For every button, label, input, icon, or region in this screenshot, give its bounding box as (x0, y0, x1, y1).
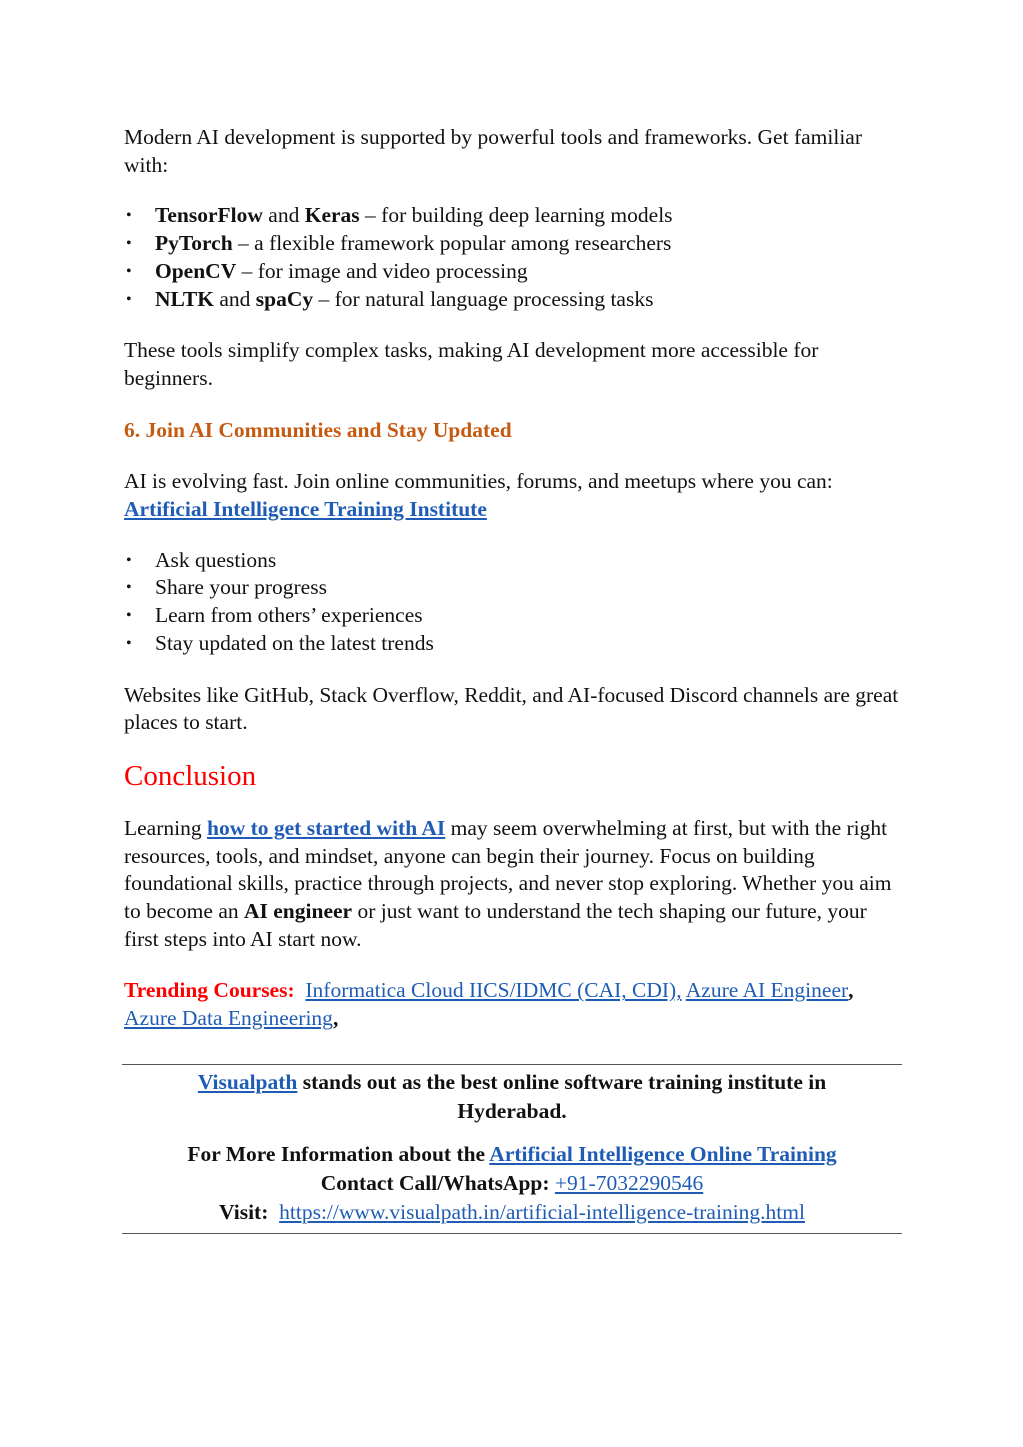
tool-name: Keras (304, 203, 360, 228)
section-heading: 6. Join AI Communities and Stay Updated (124, 417, 512, 442)
tools-list (124, 202, 904, 313)
list-item: • Learn from others’ experiences (124, 602, 904, 630)
footer-contact (122, 1169, 902, 1198)
online-training-link[interactable]: Artificial Intelligence Online Training (489, 1142, 837, 1166)
tool-description: – a flexible framework popular among researchers (232, 231, 672, 256)
list-item (124, 202, 904, 230)
tagline-text: stands out as the best online software training institute in Hyderabad. (297, 1070, 827, 1123)
list-item (124, 286, 904, 314)
contact-footer (122, 1064, 902, 1234)
conclusion-text: may seem overwhelming at first, but with the right resources, tools, and mindset, anyone can begin their journey. Focus on building foundational skills, practice through projects, and never stop exploring. Whether you aim to become an (124, 815, 892, 924)
tools-summary: These tools simplify complex tasks, making AI development more accessible for beginners. (124, 338, 819, 390)
visualpath-link[interactable]: Visualpath (197, 1070, 298, 1094)
community-text: AI is evolving fast. Join online communities, forums, and meetups where you can: (124, 469, 833, 494)
course-link-azure-data[interactable]: Azure Data Engineering (124, 1006, 333, 1031)
trending-courses (124, 977, 904, 1032)
joiner-text: and (262, 203, 305, 228)
tool-description: – for image and video processing (236, 258, 528, 283)
tool-name: spaCy (255, 286, 314, 311)
list-item: • Share your progress (124, 574, 904, 602)
joiner-text: and (213, 286, 256, 311)
trending-label: Trending Courses: (124, 978, 295, 1003)
course-link-informatica[interactable]: Informatica Cloud IICS/IDMC (CAI, CDI), (305, 978, 682, 1003)
get-started-link[interactable]: how to get started with AI (206, 815, 446, 840)
community-paragraph (124, 468, 904, 523)
list-item (124, 258, 904, 286)
ai-engineer-bold: AI engineer (244, 899, 353, 924)
community-list (124, 547, 904, 658)
footer-tagline (122, 1068, 902, 1126)
separator: , (848, 978, 854, 1003)
footer-info (122, 1140, 902, 1169)
contact-label: Contact Call/WhatsApp: (320, 1171, 555, 1195)
separator: , (332, 1006, 339, 1031)
website-url-link[interactable]: https://www.visualpath.in/artificial-intelligence-training.html (279, 1200, 805, 1224)
list-item (124, 230, 904, 258)
course-link-azure-ai[interactable]: Azure AI Engineer (685, 978, 849, 1003)
training-institute-link[interactable]: Artificial Intelligence Training Institute (124, 497, 487, 522)
tool-name: OpenCV (155, 258, 237, 283)
tool-name: TensorFlow (155, 203, 263, 228)
conclusion-text: or just want to understand the tech shaping our future, your first steps into AI start now. (124, 899, 867, 951)
footer-visit (122, 1198, 902, 1227)
list-item: • Stay updated on the latest trends (124, 630, 904, 658)
conclusion-paragraph (124, 815, 904, 954)
document-body (124, 124, 904, 1033)
conclusion-text: Learning (124, 815, 207, 840)
list-item: • Ask questions (124, 547, 904, 575)
websites-paragraph: Websites like GitHub, Stack Overflow, Reddit, and AI-focused Discord channels are great places to start. (124, 682, 899, 735)
tool-description: – for natural language processing tasks (313, 286, 654, 311)
tool-name: NLTK (155, 286, 214, 311)
tool-name: PyTorch (155, 231, 233, 256)
intro-paragraph: Modern AI development is supported by powerful tools and frameworks. Get familiar with: (124, 125, 862, 177)
info-prefix: For More Information about the (187, 1142, 490, 1166)
phone-link[interactable]: +91-7032290546 (554, 1171, 704, 1195)
tool-description: – for building deep learning models (359, 203, 673, 228)
visit-label: Visit: (219, 1200, 274, 1224)
conclusion-heading: Conclusion (124, 759, 257, 792)
